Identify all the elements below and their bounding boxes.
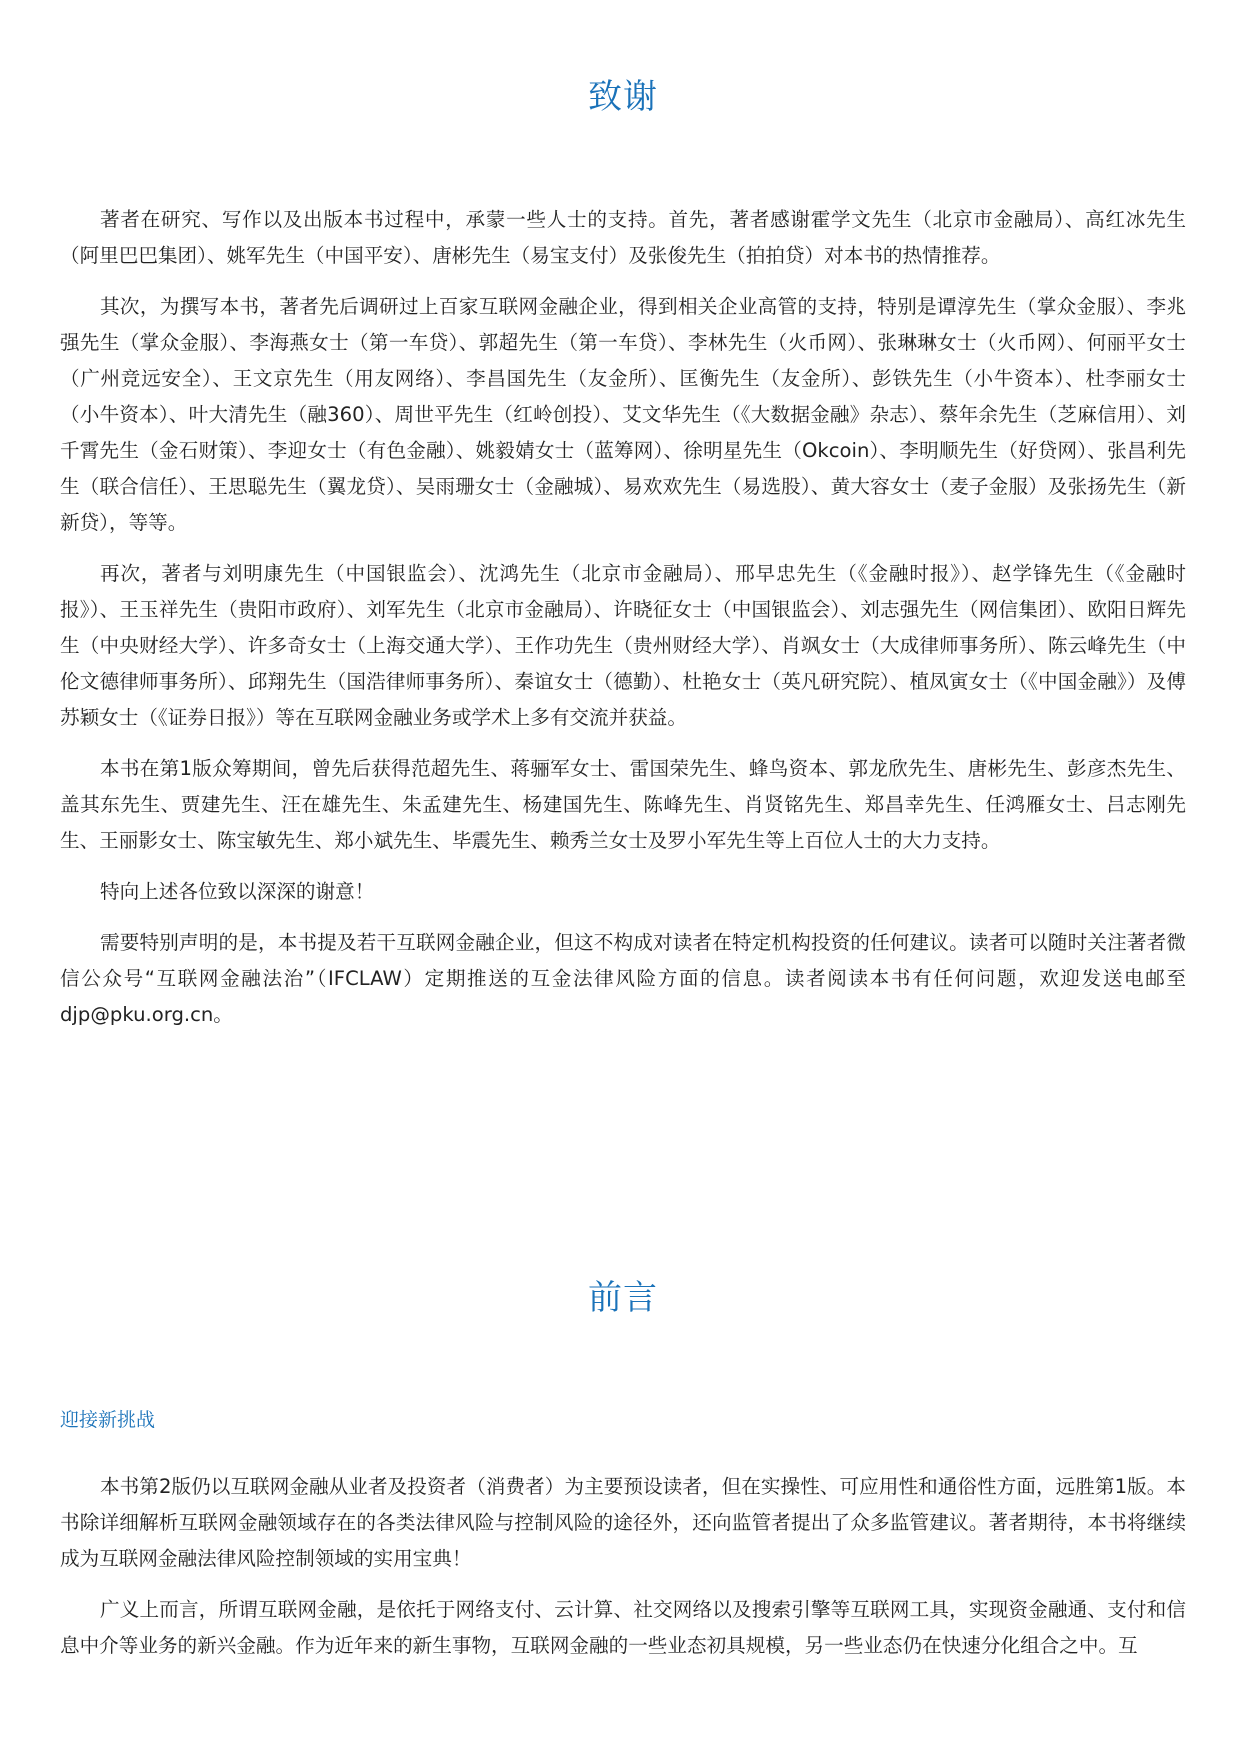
preface-paragraph: 广义上而言，所谓互联网金融，是依托于网络支付、云计算、社交网络以及搜索引擎等互联网工具，实现资金融通、支付和信息中介等业务的新兴金融。作为近年来的新生事物，互联网金融的一些业态初具规模，另一些业态仍在快速分化组合之中。互	[60, 1598, 1186, 1657]
acknowledgements-paragraph: 其次，为撰写本书，著者先后调研过上百家互联网金融企业，得到相关企业高管的支持，特别是谭淳先生（掌众金服）、李兆强先生（掌众金服）、李海燕女士（第一车贷）、郭超先生（第一车贷）、李林先生（火币网）、张琳琳女士（火币网）、何丽平女士（广州竞远安全）、王文京先生（用友网络）、李昌国先生（友金所）、匡衡先生（友金所）、彭铁先生（小牛资本）、杜李丽女士（小牛资本）、叶大清先生（融360）、周世平先生（红岭创投）、艾文华先生（《大数据金融》杂志）、蔡年余先生（芝麻信用）、刘千霄先生（金石财策）、李迎女士（有色金融）、姚毅婧女士（蓝筹网）、徐明星先生（Okcoin）、李明顺先生（好贷网）、张昌利先生（联合信任）、王思聪先生（翼龙贷）、吴雨珊女士（金融城）、易欢欢先生（易选股）、黄大容女士（麦子金服）及张扬先生（新新贷），等等。	[60, 295, 1186, 534]
preface-subtitle: 迎接新挑战	[60, 1409, 156, 1431]
acknowledgements-body	[60, 202, 1186, 1048]
acknowledgements-title: 致谢	[588, 77, 658, 117]
preface-body	[60, 1469, 1186, 1679]
acknowledgements-paragraph: 著者在研究、写作以及出版本书过程中，承蒙一些人士的支持。首先，著者感谢霍学文先生（北京市金融局）、高红冰先生（阿里巴巴集团）、姚军先生（中国平安）、唐彬先生（易宝支付）及张俊先生（拍拍贷）对本书的热情推荐。	[60, 208, 1186, 267]
acknowledgements-paragraph: 本书在第1版众筹期间，曾先后获得范超先生、蒋骊军女士、雷国荣先生、蜂鸟资本、郭龙欣先生、唐彬先生、彭彦杰先生、盖其东先生、贾建先生、汪在雄先生、朱孟建先生、杨建国先生、陈峰先生、肖贤铭先生、郑昌幸先生、任鸿雁女士、吕志刚先生、王丽影女士、陈宝敏先生、郑小斌先生、毕震先生、赖秀兰女士及罗小军先生等上百位人士的大力支持。	[60, 757, 1186, 852]
acknowledgements-paragraph: 特向上述各位致以深深的谢意！	[100, 880, 375, 903]
acknowledgements-paragraph: 再次，著者与刘明康先生（中国银监会）、沈鸿先生（北京市金融局）、邢早忠先生（《金融时报》）、赵学锋先生（《金融时报》）、王玉祥先生（贵阳市政府）、刘军先生（北京市金融局）、许晓征女士（中国银监会）、刘志强先生（网信集团）、欧阳日辉先生（中央财经大学）、许多奇女士（上海交通大学）、王作功先生（贵州财经大学）、肖飒女士（大成律师事务所）、陈云峰先生（中伦文德律师事务所）、邱翔先生（国浩律师事务所）、秦谊女士（德勤）、杜艳女士（英凡研究院）、植凤寅女士（《中国金融》）及傅苏颖女士（《证券日报》）等在互联网金融业务或学术上多有交流并获益。	[60, 562, 1186, 729]
preface-title: 前言	[588, 1278, 658, 1318]
acknowledgements-paragraph: 需要特别声明的是，本书提及若干互联网金融企业，但这不构成对读者在特定机构投资的任何建议。读者可以随时关注著者微信公众号“互联网金融法治”（IFCLAW）定期推送的互金法律风险方面的信息。读者阅读本书有任何问题，欢迎发送电邮至djp@pku.org.cn。	[60, 931, 1186, 1026]
preface-paragraph: 本书第2版仍以互联网金融从业者及投资者（消费者）为主要预设读者，但在实操性、可应用性和通俗性方面，远胜第1版。本书除详细解析互联网金融领域存在的各类法律风险与控制风险的途径外，还向监管者提出了众多监管建议。著者期待，本书将继续成为互联网金融法律风险控制领域的实用宝典！	[60, 1475, 1186, 1570]
